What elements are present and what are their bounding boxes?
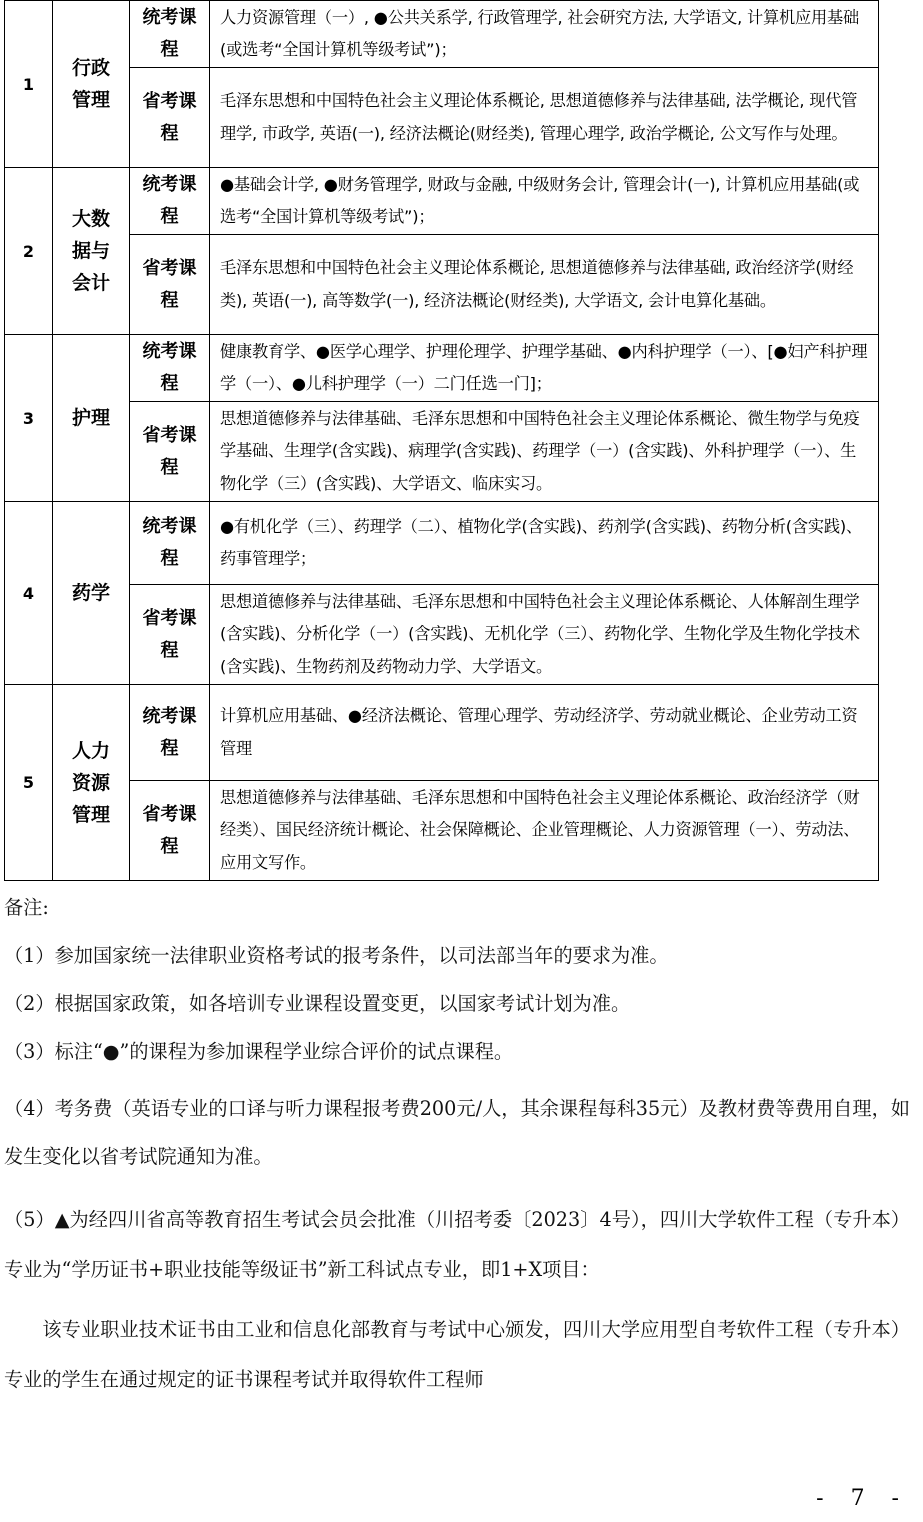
notes-section xyxy=(4,893,910,1405)
unified-courses: ●有机化学（三）、药理学（二）、植物化学(含实践)、药剂学(含实践)、药物分析(含实践)、药事管理学； xyxy=(210,502,879,585)
row-number: 5 xyxy=(5,685,53,881)
provincial-label: 省考课程 xyxy=(142,424,197,478)
table-row xyxy=(5,335,879,402)
table-row xyxy=(5,235,879,335)
note-item: （2）根据国家政策，如各培训专业课程设置变更，以国家考试计划为准。 xyxy=(4,992,631,1015)
row-number: 2 xyxy=(5,168,53,335)
page-number: - 7 - xyxy=(816,1486,909,1511)
provincial-courses: 毛泽东思想和中国特色社会主义理论体系概论, 思想道德修养与法律基础, 法学概论, 现代管理学, 市政学, 英语(一), 经济法概论(财经类), 管理心理学, 政治学概论, 公文写作与处理。 xyxy=(210,68,879,168)
table-row xyxy=(5,585,879,685)
note-paragraph: 该专业职业技术证书由工业和信息化部教育与考试中心颁发，四川大学应用型自考软件工程（专升本）专业的学生在通过规定的证书课程考试并取得软件工程师 xyxy=(4,1318,910,1391)
major-name: 药学 xyxy=(72,582,111,604)
table-row xyxy=(5,1,879,68)
note-item: （1）参加国家统一法律职业资格考试的报考条件，以司法部当年的要求为准。 xyxy=(4,944,669,967)
table-row xyxy=(5,68,879,168)
unified-label: 统考课程 xyxy=(142,7,197,60)
provincial-label: 省考课程 xyxy=(142,257,197,311)
provincial-courses: 思想道德修养与法律基础、毛泽东思想和中国特色社会主义理论体系概论、微生物学与免疫学基础、生理学(含实践)、病理学(含实践)、药理学（一）(含实践)、外科护理学（一）、生物化学（三）(含实践)、大学语文、临床实习。 xyxy=(210,402,879,502)
notes-title: 备注: xyxy=(4,896,49,919)
unified-courses: 健康教育学、●医学心理学、护理伦理学、护理学基础、●内科护理学（一）、[●妇产科护理学（一）、●儿科护理学（一）二门任选一门]； xyxy=(210,335,879,402)
note-item: （5）▲为经四川省高等教育招生考试会员会批准（川招考委〔2023〕4号），四川大学软件工程（专升本）专业为“学历证书+职业技能等级证书”新工科试点专业，即1+X项目： xyxy=(4,1208,910,1281)
provincial-label: 省考课程 xyxy=(142,607,197,661)
table-row xyxy=(5,502,879,585)
note-item: （3）标注“●”的课程为参加课程学业综合评价的试点课程。 xyxy=(4,1040,514,1063)
provincial-label: 省考课程 xyxy=(142,803,197,857)
row-number: 1 xyxy=(5,1,53,168)
provincial-courses: 思想道德修养与法律基础、毛泽东思想和中国特色社会主义理论体系概论、政治经济学（财经类）、国民经济统计概论、社会保障概论、企业管理概论、人力资源管理（一）、劳动法、应用文写作。 xyxy=(210,781,879,881)
row-number: 3 xyxy=(5,335,53,502)
table-row xyxy=(5,781,879,881)
unified-label: 统考课程 xyxy=(142,341,197,394)
table-row xyxy=(5,402,879,502)
table-row xyxy=(5,685,879,781)
note-item: （4）考务费（英语专业的口译与听力课程报考费200元/人，其余课程每科35元）及教材费等费用自理，如发生变化以省考试院通知为准。 xyxy=(4,1097,910,1168)
row-number: 4 xyxy=(5,502,53,685)
unified-label: 统考课程 xyxy=(142,705,197,759)
major-name: 人力资源管理 xyxy=(72,739,111,826)
major-name: 护理 xyxy=(72,407,111,429)
unified-courses: ●基础会计学, ●财务管理学, 财政与金融, 中级财务会计, 管理会计(一), 计算机应用基础(或选考“全国计算机等级考试”)； xyxy=(210,168,879,235)
provincial-label: 省考课程 xyxy=(142,90,197,144)
major-name: 大数据与会计 xyxy=(72,208,111,294)
unified-courses: 计算机应用基础、●经济法概论、管理心理学、劳动经济学、劳动就业概论、企业劳动工资管理 xyxy=(210,685,879,781)
provincial-courses: 毛泽东思想和中国特色社会主义理论体系概论, 思想道德修养与法律基础, 政治经济学(财经类), 英语(一), 高等数学(一), 经济法概论(财经类), 大学语文, 会计电算化基础。 xyxy=(210,235,879,335)
table-row xyxy=(5,168,879,235)
unified-label: 统考课程 xyxy=(142,516,197,569)
course-table xyxy=(4,0,879,881)
unified-courses: 人力资源管理（一）, ●公共关系学, 行政管理学, 社会研究方法, 大学语文, 计算机应用基础(或选考“全国计算机等级考试”)； xyxy=(210,1,879,68)
provincial-courses: 思想道德修养与法律基础、毛泽东思想和中国特色社会主义理论体系概论、人体解剖生理学(含实践)、分析化学（一）(含实践)、无机化学（三）、药物化学、生物化学及生物化学技术(含实践)、生物药剂及药物动力学、大学语文。 xyxy=(210,585,879,685)
major-name: 行政管理 xyxy=(72,57,111,111)
unified-label: 统考课程 xyxy=(142,174,197,227)
